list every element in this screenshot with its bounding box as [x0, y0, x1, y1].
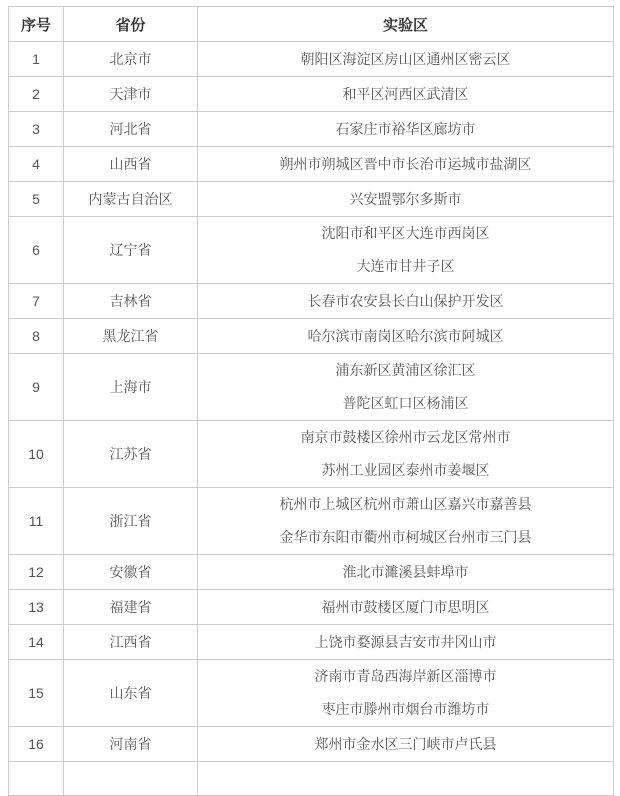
table-row [9, 217, 614, 284]
cell-province: 浙江省 [64, 488, 198, 555]
table-row [9, 488, 614, 555]
zone-line: 朝阳区海淀区房山区通州区密云区 [300, 50, 511, 67]
table-row [9, 660, 614, 727]
cell-zones [198, 182, 614, 217]
cell-no: 15 [9, 660, 64, 727]
header-cell-no: 序号 [9, 7, 64, 42]
zone-line: 长春市农安县长白山保护开发区 [307, 292, 504, 309]
table-row [9, 354, 614, 421]
header-cell-province: 省份 [64, 7, 198, 42]
cell-province: 河南省 [64, 727, 198, 762]
cell-no: 5 [9, 182, 64, 217]
cell-zones [198, 217, 614, 284]
table-body [9, 42, 614, 796]
zone-line: 福州市鼓楼区厦门市思明区 [321, 598, 490, 615]
table-row [9, 77, 614, 112]
cell-no: 9 [9, 354, 64, 421]
zone-line: 杭州市上城区杭州市萧山区嘉兴市嘉善县 [279, 496, 532, 512]
cell-zones [198, 660, 614, 727]
table-row [9, 284, 614, 319]
table-row [9, 147, 614, 182]
cell-zones [198, 727, 614, 762]
cell-province: 山西省 [64, 147, 198, 182]
table-row [9, 112, 614, 147]
table-row-partial [9, 762, 614, 796]
zone-line: 和平区河西区武清区 [342, 85, 469, 102]
cell-no: 8 [9, 319, 64, 354]
cell-zones [198, 590, 614, 625]
zone-line: 石家庄市裕华区廊坊市 [335, 120, 476, 137]
cell-province: 安徽省 [64, 555, 198, 590]
zone-line: 哈尔滨市南岗区哈尔滨市阿城区 [307, 327, 504, 344]
cell-no: 7 [9, 284, 64, 319]
zone-line: 沈阳市和平区大连市西岗区 [321, 225, 490, 241]
zone-line: 郑州市金水区三门峡市卢氏县 [314, 735, 497, 752]
zone-line: 南京市鼓楼区徐州市云龙区常州市 [300, 429, 511, 445]
cell-no: 10 [9, 421, 64, 488]
cell-no: 16 [9, 727, 64, 762]
zone-line: 济南市青岛西海岸新区淄博市 [314, 668, 497, 684]
cell-no: 13 [9, 590, 64, 625]
cell-zones [198, 284, 614, 319]
cell-no: 1 [9, 42, 64, 77]
zone-line [198, 762, 613, 795]
zone-line: 金华市东阳市衢州市柯城区台州市三门县 [279, 529, 532, 545]
cell-no [9, 762, 64, 796]
cell-zones [198, 354, 614, 421]
zone-line: 淮北市濉溪县蚌埠市 [342, 563, 469, 580]
table-row [9, 727, 614, 762]
cell-province: 山东省 [64, 660, 198, 727]
cell-zones [198, 555, 614, 590]
cell-province: 江苏省 [64, 421, 198, 488]
header-row [9, 7, 614, 42]
header-cell-zones: 实验区 [198, 7, 614, 42]
table-row [9, 590, 614, 625]
cell-province: 河北省 [64, 112, 198, 147]
zone-line: 兴安盟鄂尔多斯市 [349, 190, 462, 207]
zone-line: 大连市甘井子区 [356, 258, 455, 274]
zone-line: 朔州市朔城区晋中市长治市运城市盐湖区 [279, 155, 532, 172]
table-row [9, 42, 614, 77]
cell-no: 4 [9, 147, 64, 182]
cell-zones [198, 147, 614, 182]
cell-province: 吉林省 [64, 284, 198, 319]
cell-no: 14 [9, 625, 64, 660]
cell-zones [198, 77, 614, 112]
cell-zones [198, 488, 614, 555]
cell-no: 12 [9, 555, 64, 590]
cell-no: 2 [9, 77, 64, 112]
cell-zones [198, 42, 614, 77]
cell-province: 上海市 [64, 354, 198, 421]
zone-line: 苏州工业园区泰州市姜堰区 [321, 462, 490, 478]
cell-no: 11 [9, 488, 64, 555]
cell-no: 6 [9, 217, 64, 284]
zone-line: 普陀区虹口区杨浦区 [342, 395, 469, 411]
cell-province: 辽宁省 [64, 217, 198, 284]
zone-line: 上饶市婺源县吉安市井冈山市 [314, 633, 497, 650]
table-row [9, 555, 614, 590]
cell-province: 内蒙古自治区 [64, 182, 198, 217]
cell-zones [198, 421, 614, 488]
zone-line: 浦东新区黄浦区徐汇区 [335, 362, 476, 378]
table-row [9, 182, 614, 217]
cell-province: 天津市 [64, 77, 198, 112]
cell-province: 福建省 [64, 590, 198, 625]
cell-zones [198, 319, 614, 354]
cell-province: 北京市 [64, 42, 198, 77]
table-row [9, 319, 614, 354]
cell-province [64, 762, 198, 796]
cell-province: 黑龙江省 [64, 319, 198, 354]
zone-line: 枣庄市滕州市烟台市潍坊市 [321, 701, 490, 717]
cell-no: 3 [9, 112, 64, 147]
cell-zones [198, 625, 614, 660]
cell-zones [198, 762, 614, 796]
province-experiment-table [8, 6, 614, 796]
table-row [9, 421, 614, 488]
cell-province: 江西省 [64, 625, 198, 660]
cell-zones [198, 112, 614, 147]
table-row [9, 625, 614, 660]
